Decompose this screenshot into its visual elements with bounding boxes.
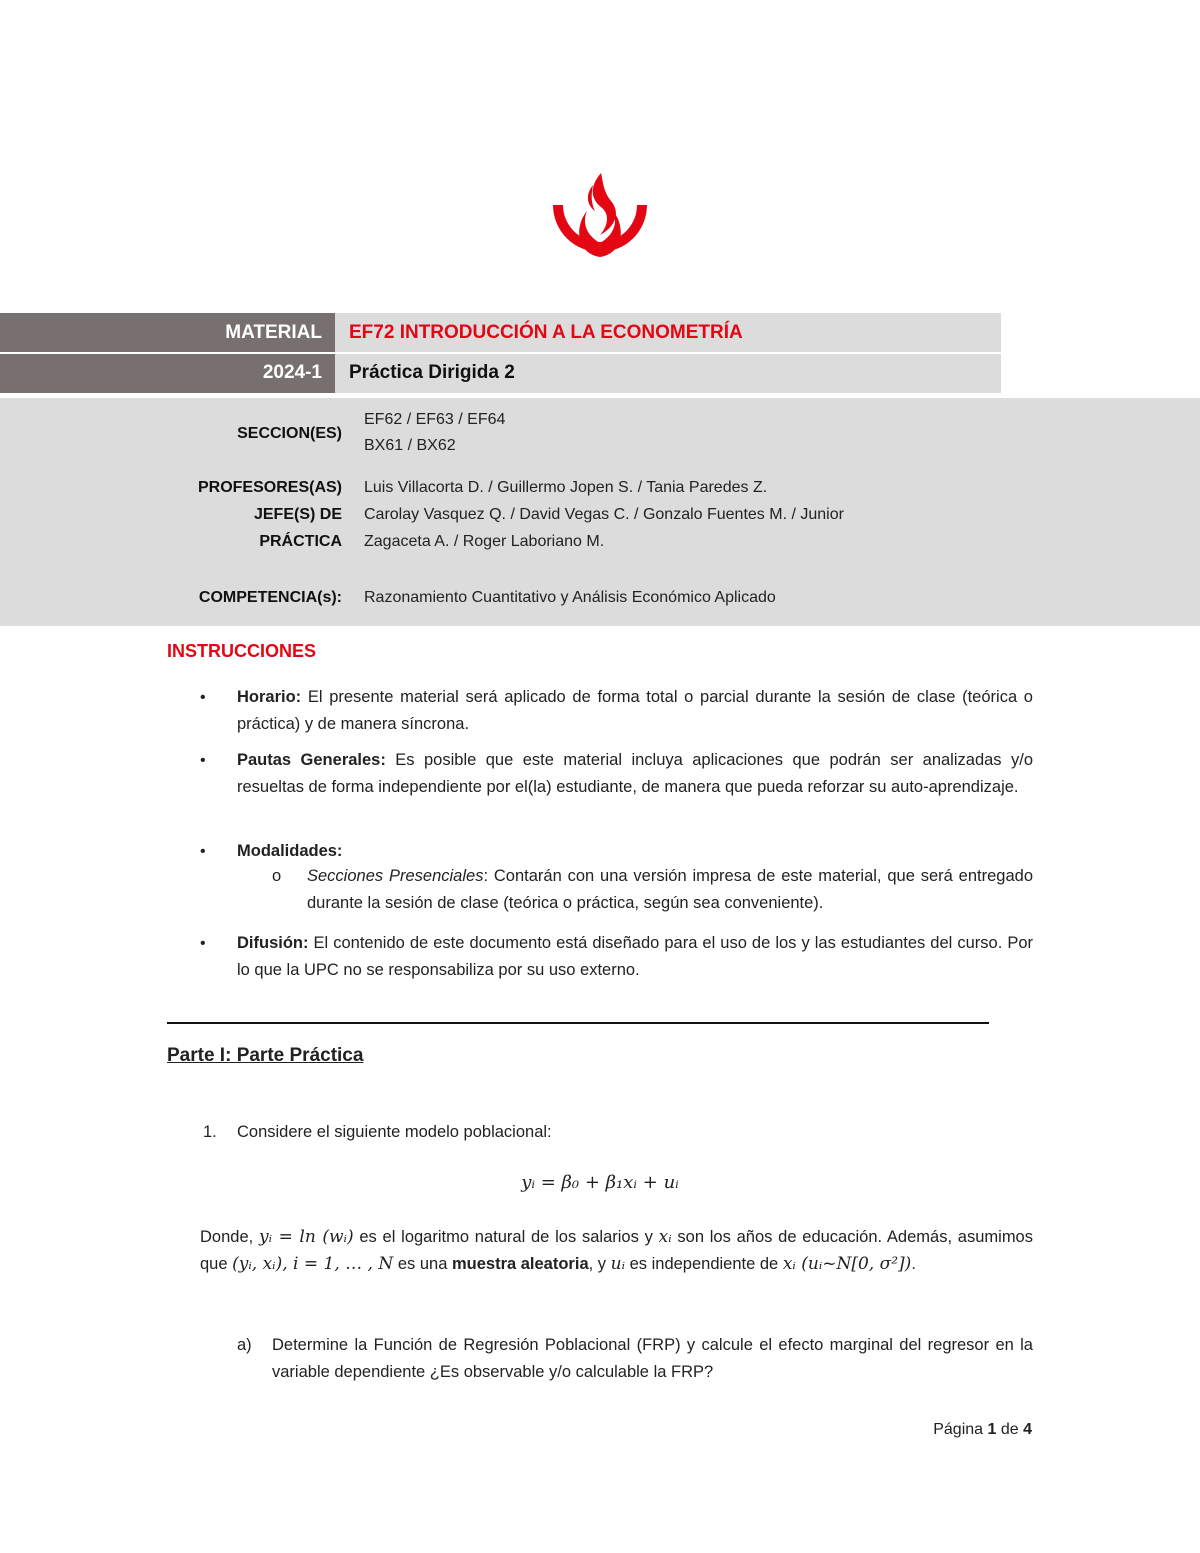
footer-de: de: [996, 1421, 1024, 1438]
header-band-separator: [0, 352, 1001, 354]
jefes-label: JEFE(S) DE: [253, 506, 342, 523]
question-1-number: 1.: [203, 1123, 217, 1141]
secciones-line-1: EF62 / EF63 / EF64: [364, 411, 506, 428]
footer-pagina: Página: [933, 1421, 988, 1438]
material-label: MATERIAL: [225, 322, 322, 343]
bullet-icon: •: [200, 752, 206, 769]
bullet-icon: •: [200, 843, 206, 860]
difusion-paragraph: [237, 930, 1033, 984]
page-footer: [933, 1416, 1032, 1443]
horario-paragraph: [237, 684, 1033, 738]
donde-equation-1: yᵢ = ln (wᵢ): [258, 1227, 354, 1247]
footer-page-number: 1: [987, 1421, 997, 1438]
pautas-paragraph: [237, 747, 1033, 801]
footer-total-pages: 4: [1023, 1421, 1032, 1438]
question-a-text: Determine la Función de Regresión Poblacional (FRP) y calcule el efecto marginal del regresor en la variable dependiente ¿Es observable y/o calculable la FRP?: [272, 1336, 1033, 1381]
horizontal-divider: [167, 1022, 989, 1024]
staff-line-1: Luis Villacorta D. / Guillermo Jopen S. / Tania Paredes Z.: [364, 479, 768, 496]
donde-text-7: .: [911, 1255, 916, 1273]
donde-equation-5: xᵢ (uᵢ~N[0, σ²]): [782, 1254, 912, 1274]
donde-text-1: Donde,: [200, 1228, 259, 1246]
practica-label: PRÁCTICA: [259, 533, 342, 550]
course-title: EF72 INTRODUCCIÓN A LA ECONOMETRÍA: [349, 322, 743, 343]
donde-text-2: es el logaritmo natural de los salarios y: [353, 1228, 659, 1246]
competencia-label: COMPETENCIA(s):: [198, 589, 342, 606]
section-title: Parte I: Parte Práctica: [167, 1045, 364, 1066]
difusion-label: Difusión:: [237, 934, 309, 952]
horario-text: El presente material será aplicado de forma total o parcial durante la sesión de clase (teórica o práctica) y de manera síncrona.: [237, 688, 1033, 733]
bullet-icon: •: [200, 935, 206, 952]
question-a-label: a): [237, 1336, 252, 1354]
pautas-text: Es posible que este material incluya aplicaciones que podrán ser analizadas y/o resueltas de forma independiente por el(la) estudiante, de manera que pueda reforzar su auto-aprendizaje.: [237, 751, 1033, 796]
donde-paragraph: [200, 1224, 1033, 1278]
period-label: 2024-1: [262, 362, 322, 383]
staff-line-3: Zagaceta A. / Roger Laboriano M.: [364, 533, 605, 550]
donde-equation-2: xᵢ: [658, 1227, 672, 1247]
horario-label: Horario:: [237, 688, 302, 706]
question-1-text: Considere el siguiente modelo poblacional:: [237, 1123, 552, 1141]
sub-bullet-marker: o: [272, 867, 282, 885]
modalidades-label: Modalidades:: [237, 842, 343, 860]
competencia-value: Razonamiento Cuantitativo y Análisis Económico Aplicado: [364, 589, 776, 606]
document-type: Práctica Dirigida 2: [349, 362, 515, 383]
muestra-aleatoria: muestra aleatoria: [451, 1255, 589, 1273]
donde-text-4: es una: [393, 1255, 452, 1273]
pautas-label: Pautas Generales:: [237, 751, 386, 769]
presenciales-paragraph: [307, 863, 1033, 917]
secciones-label: SECCION(ES): [237, 425, 342, 442]
bullet-icon: •: [200, 689, 206, 706]
instrucciones-title: INSTRUCCIONES: [167, 641, 317, 661]
donde-text-3: son los años de educación. Además, asumimos que: [200, 1228, 1033, 1273]
profesores-label: PROFESORES(AS): [197, 479, 342, 496]
presenciales-text: : Contarán con una versión impresa de este material, que será entregado durante la sesión de clase (teórica o práctica, según sea conveniente).: [307, 867, 1033, 912]
staff-line-2: Carolay Vasquez Q. / David Vegas C. / Gonzalo Fuentes M. / Junior: [364, 506, 844, 523]
donde-equation-3: (yᵢ, xᵢ), i = 1, … , N: [232, 1254, 394, 1274]
model-equation: yᵢ = β₀ + β₁xᵢ + uᵢ: [521, 1172, 679, 1193]
secciones-line-2: BX61 / BX62: [364, 437, 456, 454]
upc-logo: [545, 165, 655, 275]
donde-text-6: es independiente de: [625, 1255, 783, 1273]
secciones-presenciales-label: Secciones Presenciales: [307, 867, 484, 885]
difusion-text: El contenido de este documento está diseñado para el uso de los y las estudiantes del curso. Por lo que la UPC no se responsabiliza por su uso externo.: [237, 934, 1033, 979]
donde-text-5: , y: [588, 1255, 611, 1273]
donde-equation-4: uᵢ: [610, 1254, 626, 1274]
